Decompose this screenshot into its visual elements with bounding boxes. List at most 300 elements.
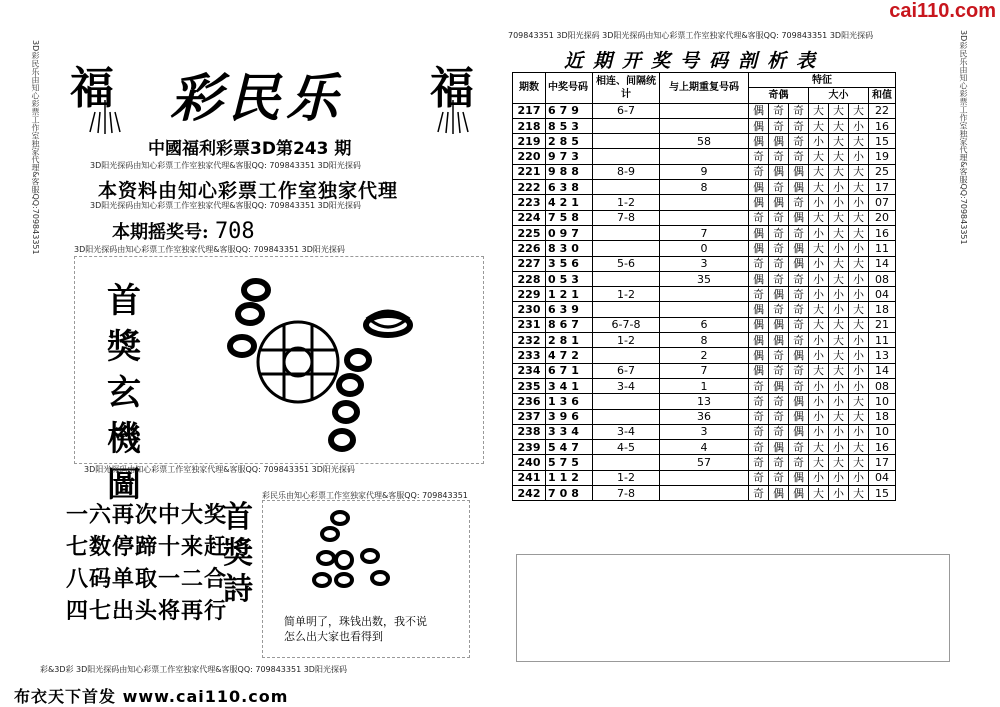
number-cell: 867 <box>546 317 593 332</box>
table-row <box>513 118 896 133</box>
table-row <box>513 440 896 455</box>
odd-even-cell: 奇 <box>769 271 789 286</box>
table-row <box>513 363 896 378</box>
big-small-cell: 小 <box>849 378 869 393</box>
number-cell: 758 <box>546 210 593 225</box>
header-span: 相连、间隔统计 <box>593 73 660 104</box>
span-cell <box>593 455 660 470</box>
big-small-cell: 小 <box>829 287 849 302</box>
repeat-cell <box>660 149 749 164</box>
big-small-cell: 小 <box>829 180 849 195</box>
header-odd-even: 奇偶 <box>749 88 809 103</box>
draw-label: 本期摇奖号: <box>112 222 209 243</box>
span-cell: 4-5 <box>593 440 660 455</box>
watermark-line-3: 3D阳光探码由知心彩票工作室独家代理&客服QQ: 709843351 3D阳光探码 <box>74 245 345 254</box>
period-cell: 239 <box>513 440 546 455</box>
odd-even-cell: 奇 <box>749 256 769 271</box>
big-small-cell: 大 <box>829 210 849 225</box>
repeat-cell: 1 <box>660 378 749 393</box>
table-row <box>513 486 896 501</box>
odd-even-cell: 奇 <box>749 455 769 470</box>
number-cell: 053 <box>546 271 593 286</box>
page-title: 彩民乐 <box>170 68 345 129</box>
number-cell: 830 <box>546 241 593 256</box>
sum-cell: 04 <box>869 470 896 485</box>
big-small-cell: 小 <box>849 118 869 133</box>
big-small-cell: 大 <box>829 118 849 133</box>
repeat-cell: 3 <box>660 256 749 271</box>
sum-cell: 19 <box>869 149 896 164</box>
number-cell: 112 <box>546 470 593 485</box>
table-row <box>513 378 896 393</box>
repeat-cell: 58 <box>660 134 749 149</box>
big-small-cell: 小 <box>809 348 829 363</box>
table-row <box>513 225 896 240</box>
odd-even-cell: 偶 <box>769 378 789 393</box>
odd-even-cell: 奇 <box>769 118 789 133</box>
odd-even-cell: 奇 <box>749 470 769 485</box>
big-small-cell: 大 <box>829 103 849 118</box>
period-cell: 220 <box>513 149 546 164</box>
big-small-cell: 大 <box>829 134 849 149</box>
odd-even-cell: 奇 <box>789 103 809 118</box>
odd-even-cell: 偶 <box>789 164 809 179</box>
span-cell: 7-8 <box>593 486 660 501</box>
odd-even-cell: 偶 <box>749 317 769 332</box>
odd-even-cell: 奇 <box>789 134 809 149</box>
sum-cell: 14 <box>869 256 896 271</box>
big-small-cell: 小 <box>809 378 829 393</box>
big-small-cell: 大 <box>829 348 849 363</box>
odd-even-cell: 奇 <box>789 363 809 378</box>
period-cell: 227 <box>513 256 546 271</box>
poem-line: 四七出头将再行 <box>66 599 228 624</box>
big-small-cell: 小 <box>809 225 829 240</box>
big-small-cell: 小 <box>829 394 849 409</box>
odd-even-cell: 偶 <box>749 271 769 286</box>
watermark-line-4: 3D阳光探码由知心彩票工作室独家代理&客服QQ: 709843351 3D阳光探码 <box>84 465 355 474</box>
coin-puzzle-icon <box>220 270 420 470</box>
odd-even-cell: 偶 <box>769 317 789 332</box>
period-cell: 224 <box>513 210 546 225</box>
span-cell <box>593 134 660 149</box>
big-small-cell: 大 <box>829 256 849 271</box>
table-row <box>513 256 896 271</box>
number-cell: 285 <box>546 134 593 149</box>
table-row <box>513 470 896 485</box>
number-cell: 097 <box>546 225 593 240</box>
issue-line: 中國福利彩票3D第243 期 <box>148 139 352 159</box>
odd-even-cell: 奇 <box>749 394 769 409</box>
repeat-cell: 7 <box>660 225 749 240</box>
repeat-cell <box>660 103 749 118</box>
odd-even-cell: 奇 <box>749 486 769 501</box>
watermark-top-right: 709843351 3D阳光探码 3D阳光探码由知心彩票工作室独家代理&客服QQ: 709843351 3D阳光探码 <box>508 31 874 40</box>
big-small-cell: 大 <box>849 134 869 149</box>
span-cell <box>593 180 660 195</box>
odd-even-cell: 奇 <box>769 210 789 225</box>
big-small-cell: 大 <box>809 164 829 179</box>
puzzle-title: 首獎玄機圖 <box>107 281 141 505</box>
table-row <box>513 333 896 348</box>
watermark-line-5: 彩民乐由知心彩票工作室独家代理&客服QQ: 709843351 <box>262 491 468 500</box>
odd-even-cell: 偶 <box>789 241 809 256</box>
odd-even-cell: 奇 <box>769 455 789 470</box>
big-small-cell: 小 <box>809 134 829 149</box>
repeat-cell: 3 <box>660 424 749 439</box>
span-cell: 1-2 <box>593 333 660 348</box>
period-cell: 232 <box>513 333 546 348</box>
poem-lines <box>66 500 227 628</box>
odd-even-cell: 偶 <box>769 440 789 455</box>
number-cell: 136 <box>546 394 593 409</box>
big-small-cell: 大 <box>829 317 849 332</box>
number-cell: 988 <box>546 164 593 179</box>
header-period: 期数 <box>513 73 546 104</box>
big-small-cell: 小 <box>829 302 849 317</box>
sum-cell: 04 <box>869 287 896 302</box>
big-small-cell: 大 <box>849 103 869 118</box>
sum-cell: 14 <box>869 363 896 378</box>
table-row <box>513 180 896 195</box>
repeat-cell: 8 <box>660 180 749 195</box>
big-small-cell: 小 <box>809 424 829 439</box>
sum-cell: 10 <box>869 424 896 439</box>
big-small-cell: 小 <box>829 241 849 256</box>
site-brand: cai110.com <box>889 0 996 22</box>
odd-even-cell: 奇 <box>789 317 809 332</box>
table-row <box>513 195 896 210</box>
period-cell: 238 <box>513 424 546 439</box>
poem-line: 一六再次中大奖 <box>66 503 228 528</box>
sum-cell: 11 <box>869 333 896 348</box>
span-cell: 1-2 <box>593 195 660 210</box>
coin-pattern-icon <box>300 500 410 600</box>
odd-even-cell: 偶 <box>749 241 769 256</box>
odd-even-cell: 奇 <box>749 378 769 393</box>
poem-line: 七数停蹄十来赶 <box>66 535 228 560</box>
span-cell: 6-7 <box>593 103 660 118</box>
big-small-cell: 小 <box>849 241 869 256</box>
left-vertical-watermark: 3D彩民乐由知心彩票工作室独家代理&客服QQ:709843351 <box>31 40 40 255</box>
span-cell: 7-8 <box>593 210 660 225</box>
number-cell: 638 <box>546 180 593 195</box>
sum-cell: 15 <box>869 486 896 501</box>
table-row <box>513 455 896 470</box>
odd-even-cell: 偶 <box>749 348 769 363</box>
repeat-cell: 6 <box>660 317 749 332</box>
sum-cell: 13 <box>869 348 896 363</box>
repeat-cell <box>660 486 749 501</box>
period-cell: 221 <box>513 164 546 179</box>
table-row <box>513 348 896 363</box>
table-row <box>513 134 896 149</box>
big-small-cell: 小 <box>849 424 869 439</box>
period-cell: 233 <box>513 348 546 363</box>
tassel-left-icon <box>80 100 130 135</box>
big-small-cell: 小 <box>829 378 849 393</box>
watermark-line-1: 3D阳光探码由知心彩票工作室独家代理&客服QQ: 709843351 3D阳光探码 <box>90 161 361 170</box>
period-cell: 235 <box>513 378 546 393</box>
odd-even-cell: 奇 <box>769 149 789 164</box>
number-cell: 472 <box>546 348 593 363</box>
table-row <box>513 287 896 302</box>
header-sum: 和值 <box>869 88 896 103</box>
odd-even-cell: 奇 <box>789 333 809 348</box>
sum-cell: 22 <box>869 103 896 118</box>
odd-even-cell: 奇 <box>749 409 769 424</box>
big-small-cell: 小 <box>849 271 869 286</box>
number-cell: 281 <box>546 333 593 348</box>
repeat-cell: 4 <box>660 440 749 455</box>
repeat-cell: 2 <box>660 348 749 363</box>
span-cell: 1-2 <box>593 287 660 302</box>
repeat-cell <box>660 210 749 225</box>
table-row <box>513 302 896 317</box>
period-cell: 223 <box>513 195 546 210</box>
agent-line: 本资料由知心彩票工作室独家代理 <box>98 180 399 202</box>
big-small-cell: 大 <box>809 486 829 501</box>
odd-even-cell: 奇 <box>789 118 809 133</box>
big-small-cell: 大 <box>849 210 869 225</box>
odd-even-cell: 偶 <box>749 333 769 348</box>
odd-even-cell: 偶 <box>749 118 769 133</box>
footer-text: 布衣天下首发 www.cai110.com <box>14 687 289 706</box>
repeat-cell: 36 <box>660 409 749 424</box>
big-small-cell: 大 <box>849 164 869 179</box>
odd-even-cell: 偶 <box>789 210 809 225</box>
big-small-cell: 小 <box>829 195 849 210</box>
number-cell: 671 <box>546 363 593 378</box>
sum-cell: 16 <box>869 440 896 455</box>
odd-even-cell: 偶 <box>749 180 769 195</box>
fu-right: 福 <box>430 63 474 114</box>
odd-even-cell: 奇 <box>769 180 789 195</box>
odd-even-cell: 奇 <box>749 287 769 302</box>
sum-cell: 17 <box>869 455 896 470</box>
big-small-cell: 大 <box>809 180 829 195</box>
odd-even-cell: 奇 <box>769 348 789 363</box>
big-small-cell: 小 <box>809 195 829 210</box>
period-cell: 237 <box>513 409 546 424</box>
span-cell <box>593 348 660 363</box>
period-cell: 236 <box>513 394 546 409</box>
big-small-cell: 大 <box>809 241 829 256</box>
repeat-cell <box>660 195 749 210</box>
table-row <box>513 394 896 409</box>
table-row <box>513 317 896 332</box>
repeat-cell: 7 <box>660 363 749 378</box>
period-cell: 226 <box>513 241 546 256</box>
header-big-small: 大小 <box>809 88 869 103</box>
period-cell: 219 <box>513 134 546 149</box>
sum-cell: 21 <box>869 317 896 332</box>
odd-even-cell: 偶 <box>769 486 789 501</box>
repeat-cell: 35 <box>660 271 749 286</box>
big-small-cell: 小 <box>809 470 829 485</box>
big-small-cell: 大 <box>809 317 829 332</box>
number-cell: 639 <box>546 302 593 317</box>
sum-cell: 15 <box>869 134 896 149</box>
span-cell <box>593 302 660 317</box>
odd-even-cell: 奇 <box>789 302 809 317</box>
header-number: 中奖号码 <box>546 73 593 104</box>
big-small-cell: 大 <box>849 180 869 195</box>
odd-even-cell: 奇 <box>769 241 789 256</box>
big-small-cell: 大 <box>849 455 869 470</box>
big-small-cell: 小 <box>849 333 869 348</box>
table-row <box>513 409 896 424</box>
big-small-cell: 大 <box>809 149 829 164</box>
big-small-cell: 小 <box>809 333 829 348</box>
table-row <box>513 241 896 256</box>
big-small-cell: 大 <box>849 486 869 501</box>
repeat-cell: 0 <box>660 241 749 256</box>
period-cell: 225 <box>513 225 546 240</box>
number-cell: 356 <box>546 256 593 271</box>
big-small-cell: 大 <box>809 118 829 133</box>
period-cell: 230 <box>513 302 546 317</box>
sum-cell: 10 <box>869 394 896 409</box>
big-small-cell: 大 <box>829 225 849 240</box>
big-small-cell: 大 <box>809 363 829 378</box>
odd-even-cell: 偶 <box>749 134 769 149</box>
big-small-cell: 小 <box>849 348 869 363</box>
big-small-cell: 大 <box>849 440 869 455</box>
period-cell: 222 <box>513 180 546 195</box>
sum-cell: 20 <box>869 210 896 225</box>
big-small-cell: 大 <box>809 455 829 470</box>
note-line-2: 怎么出大家也看得到 <box>284 630 383 643</box>
poem-line: 八码单取一二合 <box>66 567 228 592</box>
span-cell: 3-4 <box>593 424 660 439</box>
odd-even-cell: 奇 <box>789 149 809 164</box>
odd-even-cell: 奇 <box>769 394 789 409</box>
big-small-cell: 大 <box>829 149 849 164</box>
span-cell: 5-6 <box>593 256 660 271</box>
period-cell: 240 <box>513 455 546 470</box>
repeat-cell: 13 <box>660 394 749 409</box>
number-cell: 973 <box>546 149 593 164</box>
odd-even-cell: 偶 <box>789 256 809 271</box>
number-cell: 547 <box>546 440 593 455</box>
span-cell <box>593 241 660 256</box>
span-cell <box>593 394 660 409</box>
odd-even-cell: 奇 <box>769 225 789 240</box>
repeat-cell <box>660 118 749 133</box>
odd-even-cell: 奇 <box>789 455 809 470</box>
number-cell: 679 <box>546 103 593 118</box>
sum-cell: 18 <box>869 302 896 317</box>
repeat-cell <box>660 470 749 485</box>
period-cell: 229 <box>513 287 546 302</box>
repeat-cell: 9 <box>660 164 749 179</box>
tassel-right-icon <box>428 100 478 135</box>
span-cell: 1-2 <box>593 470 660 485</box>
span-cell: 6-7 <box>593 363 660 378</box>
odd-even-cell: 奇 <box>749 424 769 439</box>
span-cell <box>593 149 660 164</box>
table-title: 近期开奖号码剖析表 <box>564 50 826 72</box>
sum-cell: 16 <box>869 225 896 240</box>
odd-even-cell: 偶 <box>769 287 789 302</box>
big-small-cell: 小 <box>849 287 869 302</box>
sum-cell: 25 <box>869 164 896 179</box>
odd-even-cell: 偶 <box>789 180 809 195</box>
period-cell: 231 <box>513 317 546 332</box>
odd-even-cell: 奇 <box>769 424 789 439</box>
odd-even-cell: 偶 <box>789 424 809 439</box>
odd-even-cell: 奇 <box>789 225 809 240</box>
number-cell: 341 <box>546 378 593 393</box>
period-cell: 217 <box>513 103 546 118</box>
watermark-line-6: 彩&3D彩 3D阳光探码由知心彩票工作室独家代理&客服QQ: 709843351 3D阳光探码 <box>40 665 347 674</box>
table-row <box>513 424 896 439</box>
number-cell: 853 <box>546 118 593 133</box>
big-small-cell: 小 <box>829 424 849 439</box>
span-cell: 6-7-8 <box>593 317 660 332</box>
big-small-cell: 小 <box>809 271 829 286</box>
odd-even-cell: 奇 <box>769 470 789 485</box>
odd-even-cell: 奇 <box>769 363 789 378</box>
sum-cell: 08 <box>869 271 896 286</box>
odd-even-cell: 奇 <box>789 271 809 286</box>
period-cell: 234 <box>513 363 546 378</box>
big-small-cell: 大 <box>829 455 849 470</box>
odd-even-cell: 偶 <box>769 195 789 210</box>
period-cell: 218 <box>513 118 546 133</box>
big-small-cell: 小 <box>809 394 829 409</box>
odd-even-cell: 偶 <box>789 486 809 501</box>
big-small-cell: 大 <box>849 256 869 271</box>
table-row <box>513 271 896 286</box>
big-small-cell: 大 <box>809 103 829 118</box>
odd-even-cell: 偶 <box>789 409 809 424</box>
odd-even-cell: 奇 <box>769 302 789 317</box>
number-cell: 421 <box>546 195 593 210</box>
big-small-cell: 大 <box>849 409 869 424</box>
big-small-cell: 小 <box>809 256 829 271</box>
big-small-cell: 小 <box>829 440 849 455</box>
odd-even-cell: 奇 <box>749 440 769 455</box>
repeat-cell: 8 <box>660 333 749 348</box>
repeat-cell <box>660 287 749 302</box>
odd-even-cell: 奇 <box>789 287 809 302</box>
odd-even-cell: 奇 <box>769 103 789 118</box>
odd-even-cell: 偶 <box>749 302 769 317</box>
odd-even-cell: 偶 <box>769 164 789 179</box>
header-repeat: 与上期重复号码 <box>660 73 749 104</box>
sum-cell: 11 <box>869 241 896 256</box>
odd-even-cell: 偶 <box>789 470 809 485</box>
table-row <box>513 164 896 179</box>
odd-even-cell: 奇 <box>749 210 769 225</box>
big-small-cell: 小 <box>809 287 829 302</box>
period-cell: 228 <box>513 271 546 286</box>
odd-even-cell: 奇 <box>789 195 809 210</box>
poem-title: 首獎詩 <box>223 500 253 607</box>
sum-cell: 16 <box>869 118 896 133</box>
span-cell: 3-4 <box>593 378 660 393</box>
big-small-cell: 大 <box>829 271 849 286</box>
odd-even-cell: 偶 <box>749 363 769 378</box>
odd-even-cell: 奇 <box>769 256 789 271</box>
odd-even-cell: 偶 <box>749 225 769 240</box>
number-cell: 708 <box>546 486 593 501</box>
repeat-cell <box>660 302 749 317</box>
sum-cell: 08 <box>869 378 896 393</box>
big-small-cell: 小 <box>849 195 869 210</box>
